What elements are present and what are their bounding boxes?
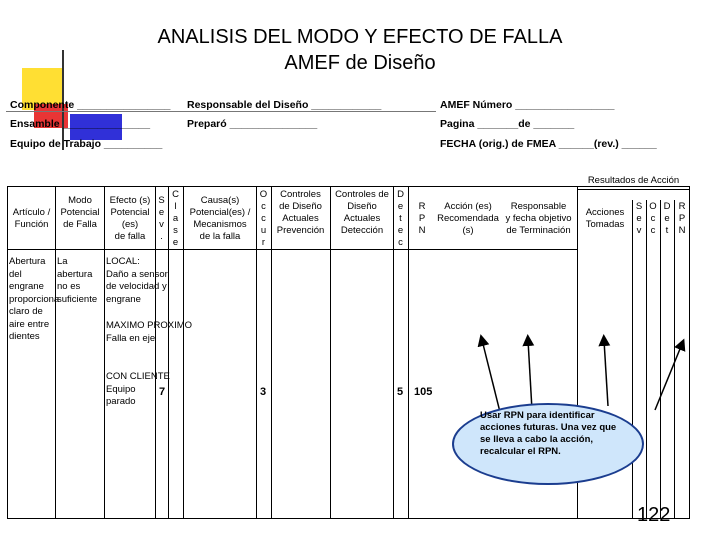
col-header-efecto: Efecto (s) Potencial (es) de falla (109, 195, 151, 242)
col-divider (55, 186, 56, 519)
cell-det-value: 5 (397, 386, 404, 398)
componente-field: Componente ________________ (10, 99, 171, 111)
cell-articulo: Abertura del engrane proporciona claro de aire entre dientes (9, 256, 60, 342)
amef-numero-field: AMEF Número _________________ (440, 99, 615, 111)
cell-efecto-local: LOCAL: Daño a sensor de velocidad y engrane (106, 256, 168, 305)
page-number: 122 (637, 504, 671, 526)
arrow-to-acciones-tomadas (604, 340, 608, 406)
cell-efecto-cliente: CON CLIENTE Equipo parado (106, 371, 170, 407)
col-header-res-occ: O c c (649, 201, 657, 236)
col-header-prevencion: Controles de Diseño Actuales Prevención (276, 189, 325, 236)
col-header-articulo: Artículo / Función (12, 207, 51, 230)
cell-efecto-maximo: MAXIMO PROXIMO Falla en eje (106, 320, 193, 344)
cell-sev-value: 7 (159, 386, 166, 398)
arrow-to-responsable (528, 340, 532, 410)
cell-rpn-value: 105 (414, 386, 433, 398)
responsable-field: Responsable del Diseño ____________ (187, 99, 382, 111)
deco-horizontal-line (6, 111, 436, 112)
col-header-accion: Acción (es) Recomendada (s) (437, 201, 499, 236)
col-header-occ: O c c u r (259, 189, 268, 248)
callout-text: Usar RPN para identificar acciones futuras. Una vez que se lleva a cabo la acción, recalcular el RPN. (480, 410, 617, 457)
arrow-to-resultados (655, 344, 682, 410)
preparo-field: Preparó _______________ (187, 118, 318, 130)
col-header-res-det: D e t (663, 201, 671, 236)
col-header-resultados: Resultados de Acción (587, 175, 680, 186)
resultados-divider (577, 189, 690, 190)
col-header-deteccion: Controles de Diseño Actuales Detección (335, 189, 389, 236)
cell-occ-value: 3 (260, 386, 267, 398)
fecha-field: FECHA (orig.) de FMEA ______(rev.) ______ (440, 138, 657, 150)
col-header-clase: C l a s e (172, 189, 179, 248)
table-header-divider (7, 249, 577, 250)
col-header-acciones-tomadas: Acciones Tomadas (585, 207, 625, 230)
col-header-res-rpn: R P N (678, 201, 686, 236)
cell-modo: La abertura no es suficiente (57, 256, 98, 305)
col-header-rpn: R P N (418, 201, 426, 236)
col-header-sev: S e v . (158, 195, 165, 242)
col-header-res-sev: S e v (635, 201, 643, 236)
page-title: ANALISIS DEL MODO Y EFECTO DE FALLA (157, 26, 563, 48)
page-subtitle: AMEF de Diseño (284, 52, 436, 74)
col-header-responsable: Responsable y fecha objetivo de Terminación (505, 201, 572, 236)
col-header-modo: Modo Potencial de Falla (60, 195, 100, 230)
arrow-to-accion (482, 340, 500, 412)
col-header-causa: Causa(s) Potencial(es) / Mecanismos de la falla (189, 195, 251, 242)
ensamble-field: Ensamble _______________ (10, 118, 151, 130)
col-header-det: D e t e c (397, 189, 404, 248)
equipo-field: Equipo de Trabajo __________ (10, 138, 163, 150)
pagina-field: Pagina _______de _______ (440, 118, 575, 130)
